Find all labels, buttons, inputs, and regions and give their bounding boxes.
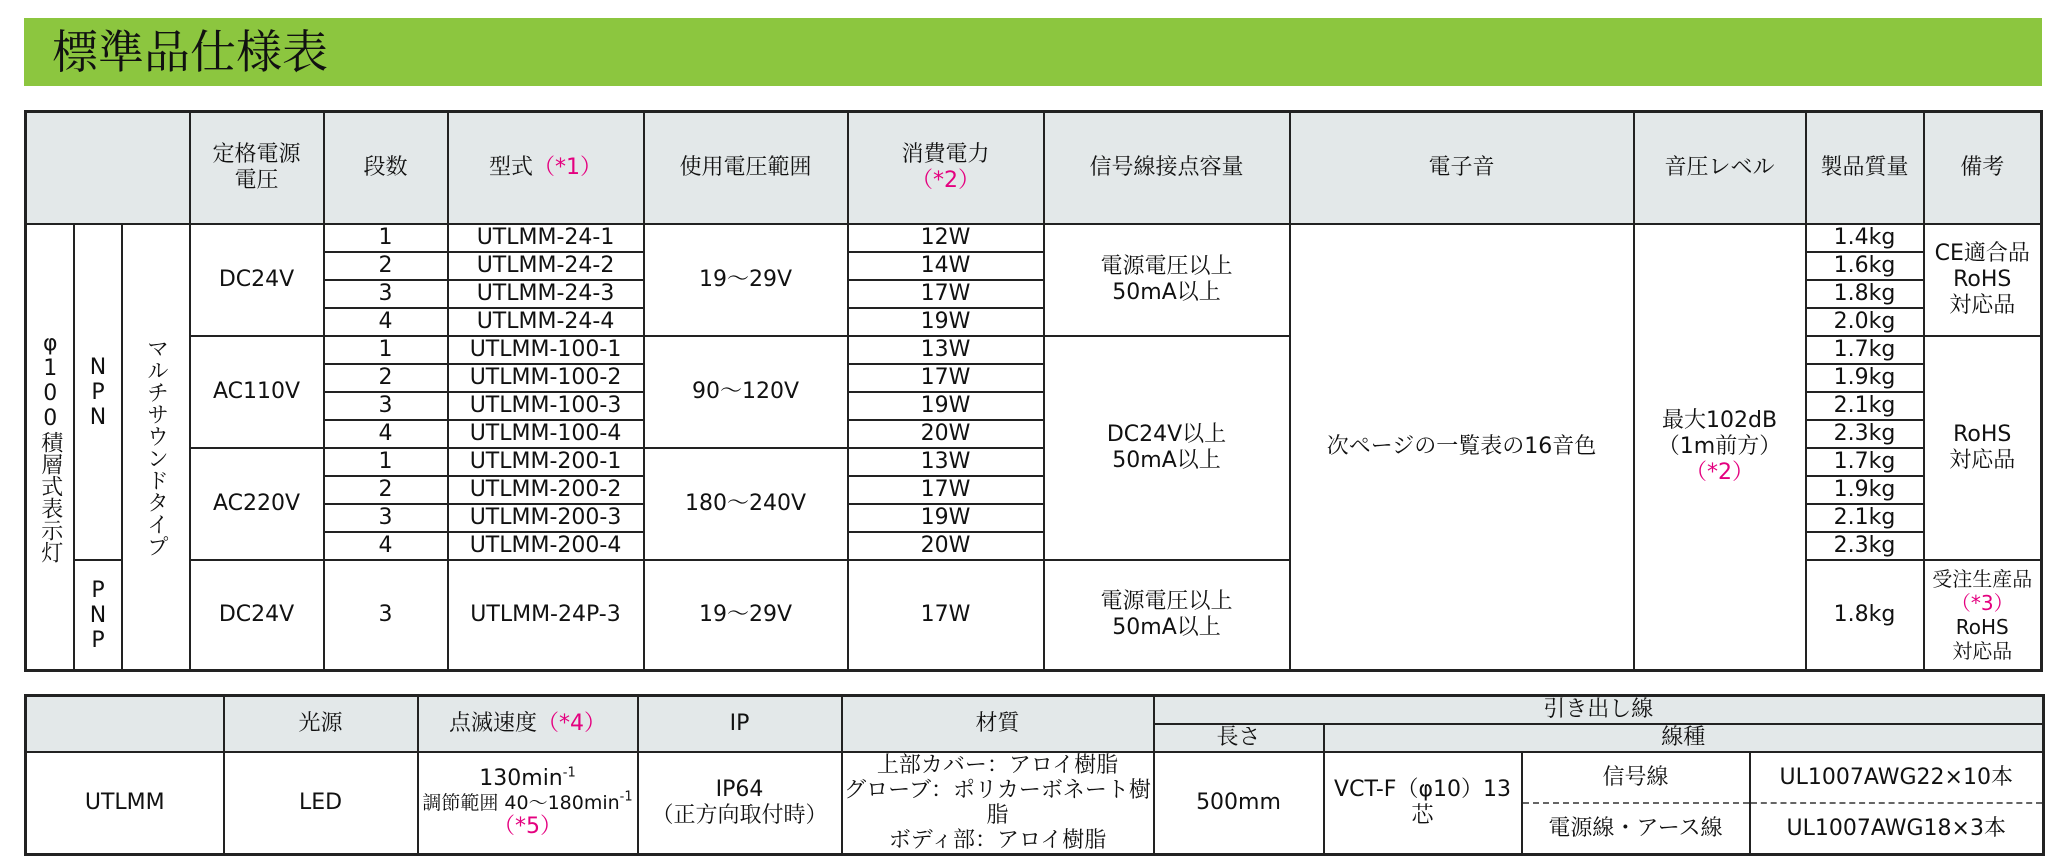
model-cell: UTLMM-24-1 [448,224,644,252]
voltage-cell: AC110V [190,336,324,448]
header-sound: 電子音 [1290,112,1634,225]
mass-cell: 1.8kg [1806,280,1924,308]
power-cell: 19W [848,504,1044,532]
table-row [26,752,2044,803]
model-cell: UTLMM-200-2 [448,476,644,504]
ip-cell: IP64 （正方向取付時） [638,752,842,855]
stage-cell: 1 [324,336,448,364]
header-model: 型式（*1） [448,112,644,225]
header-spl: 音圧レベル [1634,112,1806,225]
title-bar [24,18,2042,86]
sound-cell: 次ページの一覧表の16音色 [1290,224,1634,671]
header-stages: 段数 [324,112,448,225]
model-cell: UTLMM-200-3 [448,504,644,532]
contact-cell: 電源電圧以上 50mA以上 [1044,560,1290,671]
pnp-cell: PNP [74,560,122,671]
model-cell: UTLMM-200-1 [448,448,644,476]
header-mass: 製品質量 [1806,112,1924,225]
stage-cell: 2 [324,364,448,392]
stage-cell: 2 [324,476,448,504]
stage-cell: 4 [324,420,448,448]
general-spec-table [24,694,2045,856]
power-cell: 20W [848,532,1044,560]
header-blink: 点滅速度（*4） [418,696,638,753]
range-cell: 180～240V [644,448,848,560]
remarks-cell: RoHS 対応品 [1924,336,2042,560]
stage-cell: 4 [324,532,448,560]
header-voltage-range: 使用電圧範囲 [644,112,848,225]
power-value-cell: UL1007AWG18×3本 [1750,803,2044,854]
product-name-cell: φ100積層式表示灯 [26,224,74,671]
power-cell: 17W [848,364,1044,392]
table-header-row [26,696,2044,725]
header-ip: IP [638,696,842,753]
length-cell: 500mm [1154,752,1324,855]
remarks-cell: 受注生産品 （*3） RoHS 対応品 [1924,560,2042,671]
contact-cell: DC24V以上 50mA以上 [1044,336,1290,560]
model-cell: UTLMM-200-4 [448,532,644,560]
model-cell: UTLMM [26,752,224,855]
blink-cell: $130\min^{-1}$ 調節範囲 $40\sim 180\min^{-1}$ （*5） [418,752,638,855]
voltage-cell: AC220V [190,448,324,560]
model-cell: UTLMM-100-1 [448,336,644,364]
stage-cell: 3 [324,560,448,671]
voltage-cell: DC24V [190,224,324,336]
header-material: 材質 [842,696,1154,753]
model-cell: UTLMM-100-3 [448,392,644,420]
model-cell: UTLMM-24-4 [448,308,644,336]
mass-cell: 2.1kg [1806,504,1924,532]
header-blank [26,112,190,225]
range-cell: 19～29V [644,560,848,671]
power-cell: 17W [848,476,1044,504]
model-cell: UTLMM-24-2 [448,252,644,280]
header-light: 光源 [224,696,418,753]
page-title: 標準品仕様表 [52,25,328,79]
header-lead: 引き出し線 [1154,696,2044,725]
stage-cell: 3 [324,504,448,532]
power-cell: 13W [848,448,1044,476]
power-cell: 14W [848,252,1044,280]
stage-cell: 1 [324,448,448,476]
stage-cell: 2 [324,252,448,280]
header-remarks: 備考 [1924,112,2042,225]
power-cell: 20W [848,420,1044,448]
mass-cell: 1.9kg [1806,476,1924,504]
npn-cell: NPN [74,224,122,560]
model-note: （*1） [533,155,603,180]
mass-cell: 2.3kg [1806,532,1924,560]
mass-cell: 2.1kg [1806,392,1924,420]
model-cell: UTLMM-100-4 [448,420,644,448]
power-cell: 12W [848,224,1044,252]
model-cell: UTLMM-100-2 [448,364,644,392]
cable-cell: VCT-F（φ10）13芯 [1324,752,1522,855]
power-cell: 19W [848,392,1044,420]
mass-cell: 1.7kg [1806,336,1924,364]
power-cell: 17W [848,560,1044,671]
mass-cell: 1.8kg [1806,560,1924,671]
signal-label-cell: 信号線 [1522,752,1750,803]
power-cell: 13W [848,336,1044,364]
table-row [26,224,2042,252]
header-contact: 信号線接点容量 [1044,112,1290,225]
model-cell: UTLMM-24-3 [448,280,644,308]
model-cell: UTLMM-24P-3 [448,560,644,671]
material-cell: 上部カバー：アロイ樹脂 グローブ：ポリカーボネート樹脂 ボディ部：アロイ樹脂 [842,752,1154,855]
mass-cell: 2.0kg [1806,308,1924,336]
spec-table [24,110,2043,672]
range-cell: 19～29V [644,224,848,336]
header-length: 長さ [1154,724,1324,752]
mass-cell: 1.7kg [1806,448,1924,476]
power-cell: 17W [848,280,1044,308]
light-cell: LED [224,752,418,855]
voltage-cell: DC24V [190,560,324,671]
header-power: 消費電力 （*2） [848,112,1044,225]
power-cell: 19W [848,308,1044,336]
mass-cell: 1.9kg [1806,364,1924,392]
stage-cell: 1 [324,224,448,252]
table-header-row [26,112,2042,225]
remarks-cell: CE適合品 RoHS 対応品 [1924,224,2042,336]
mass-cell: 1.6kg [1806,252,1924,280]
header-blank [26,696,224,753]
header-rated-voltage: 定格電源電圧 [190,112,324,225]
header-wire-type: 線種 [1324,724,2044,752]
signal-value-cell: UL1007AWG22×10本 [1750,752,2044,803]
spl-cell: 最大102dB （1m前方） （*2） [1634,224,1806,671]
type-cell: マルチサウンドタイプ [122,224,190,671]
range-cell: 90～120V [644,336,848,448]
stage-cell: 4 [324,308,448,336]
mass-cell: 1.4kg [1806,224,1924,252]
power-label-cell: 電源線・アース線 [1522,803,1750,854]
stage-cell: 3 [324,280,448,308]
mass-cell: 2.3kg [1806,420,1924,448]
stage-cell: 3 [324,392,448,420]
contact-cell: 電源電圧以上 50mA以上 [1044,224,1290,336]
